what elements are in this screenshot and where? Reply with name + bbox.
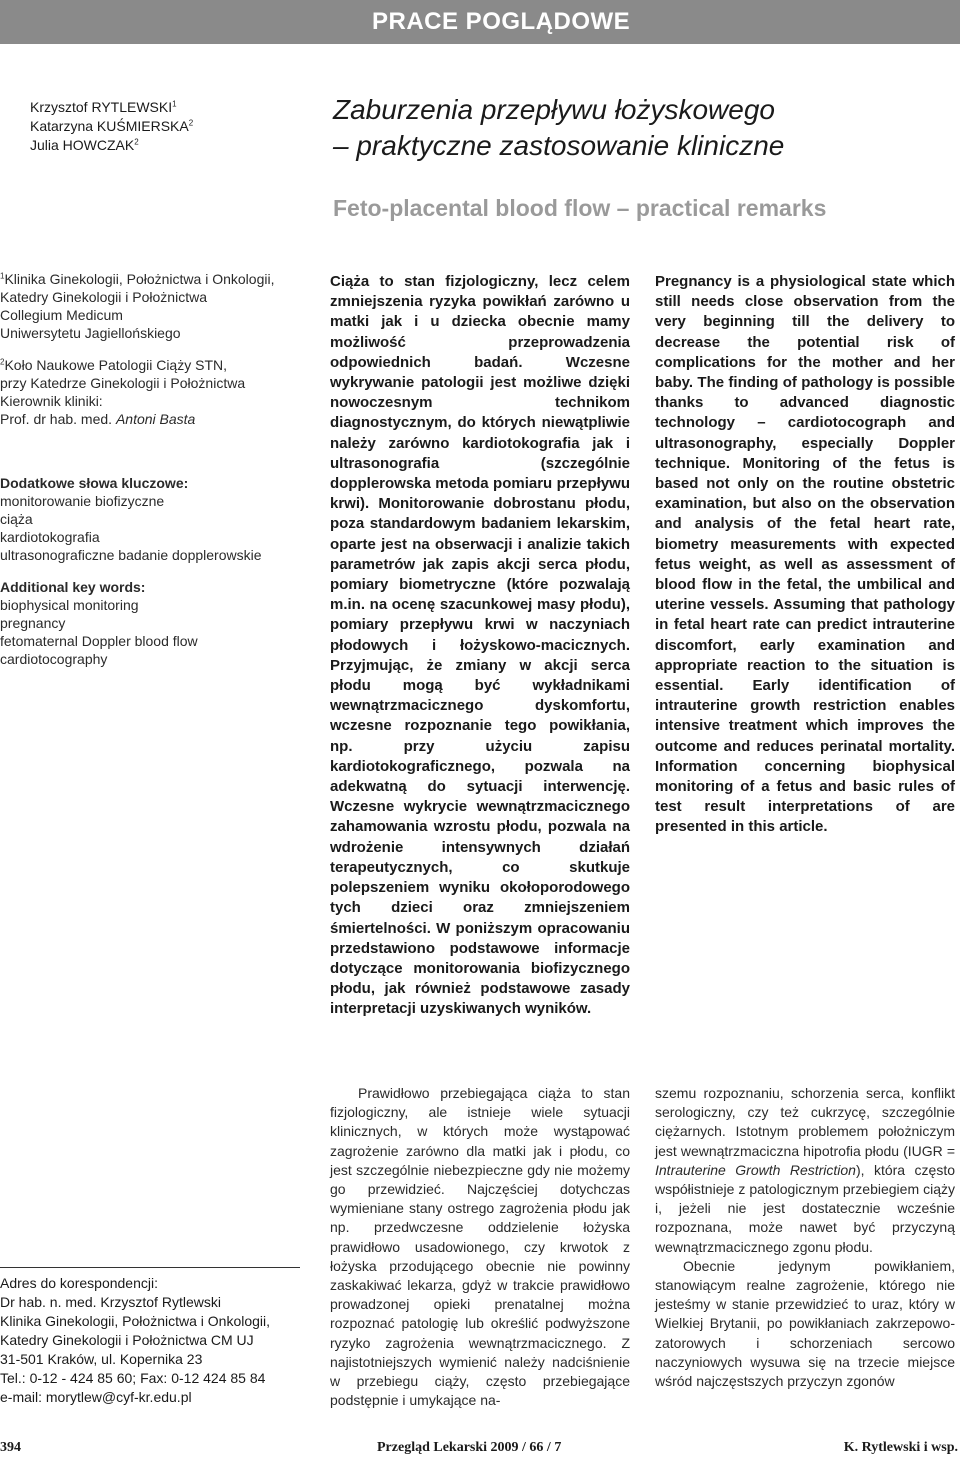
title-line-1: Zaburzenia przepływu łożyskowego	[333, 94, 775, 125]
english-title: Feto-placental blood flow – practical remarks	[333, 195, 827, 221]
author-3: Julia HOWCZAK$^2$	[30, 137, 139, 153]
abstract-english: Pregnancy is a physiological state which still needs close observation from the very beginning till the delivery to decrease the potential risk of complications for the mother and her baby. The finding of pathology is possible thanks to advanced diagnostic technology – cardiotocograph and ultrasonography, especially Doppler technique. Monitoring of the fetus is based not only on the routine obstetric examination, but also on the observation and analysis of the fetal heart rate, biometry measurements with expected fetus weight, as well as assessment of blood flow in the fetal, the umbilical and uterine vessels. Assuming that pathology in fetal heart rate can predict intrauterine discomfort, early examination and appropriate reaction to the situation is essential. Early identification of intrauterine growth restriction enables intensive treatment which improves the outcome and reduces perinatal mortality. Information concerning biophysical monitoring of a fetus and basic rules of test result interpretations of are presented in this article.	[655, 273, 955, 836]
body-paragraph: Obecnie jedynym powikłaniem, stanowiącym realne zagrożenie, którego nie jesteśmy w stanie przewidzieć to uraz, który w Wielkiej Brytanii, po powikłaniach zakrzepowo-zatorowych i schorzeniach sercowo naczyniowych wysuwa się na trzecie miejsce wśród najczęstszych przyczyn zgonów	[655, 1257, 955, 1390]
body-paragraph: Prawidłowo przebiegająca ciąża to stan fizjologiczny, ale istnieje wiele sytuacji klinicznych, w których może wystąpować zagrożenie zarówno dla matki jak i płodu, co jest szczególnie niebezpieczne gdy nie możemy go przewidzieć. Najczęściej dotychczas wymieniane stany ostrego zagrożenia płodu jak np. przedwczesne oddzielenie łożyska prawidłowo usadowionego, czy krwotok z łożyska przodującego obecnie nie powinny zaskakiwać lekarza, gdyż w trakcie prawidłowo prowadzonej opieki prenatalnej można rozpoznać patologię lub określić podwyższone ryzyko zagrożenia wewnątrzmacicznego. Z najistotniejszych wymienić należy nadciśnienie w przebiegu ciąży, często przebiegające podstępnie i umykające na-	[330, 1085, 630, 1409]
keywords	[0, 474, 320, 682]
keyword-item: cardiotocography	[0, 651, 108, 667]
keyword-item: monitorowanie biofizyczne	[0, 493, 165, 509]
affiliation-2: $^2$Koło Naukowe Patologii Ciąży STN, przy Katedrze Ginekologii i Położnictwa Kierownik kliniki: Prof. dr hab. med. Antoni Basta	[0, 357, 246, 427]
affiliation-1: $^1$Klinika Ginekologii, Położnictwa i Onkologii, Katedry Ginekologii i Położnictwa Collegium Medicum Uniwersytetu Jagiellońskiego	[0, 271, 275, 341]
keywords-polish-heading: Dodatkowe słowa kluczowe:	[0, 475, 189, 491]
running-head: K. Rytlewski i wsp.	[843, 1440, 958, 1455]
section-banner-label: PRACE POGLĄDOWE	[372, 8, 631, 35]
keywords-polish	[0, 474, 320, 564]
correspondence-line: Dr hab. n. med. Krzysztof Rytlewski	[0, 1294, 221, 1310]
correspondence-line: 31-501 Kraków, ul. Kopernika 23	[0, 1351, 203, 1367]
department-head: Prof. dr hab. med. Antoni Basta	[0, 411, 196, 427]
body-column-2	[330, 1084, 630, 1410]
keyword-item: ciąża	[0, 511, 33, 527]
body-column-3	[655, 1084, 955, 1391]
keywords-english-heading: Additional key words:	[0, 579, 146, 595]
keyword-item: kardiotokografia	[0, 529, 100, 545]
keyword-item: biophysical monitoring	[0, 597, 139, 613]
body-paragraph: szemu rozpoznaniu, schorzenia serca, konflikt serologiczny, czy też cukrzycę, szczególnie ciężarnych. Istotnym problemem położniczym jest wewnątrzmaciczna hipotrofia płodu (IUGR = Intrauterine Growth Restriction), która często współistnieje z patologicznym przebiegiem ciąży i, jeżeli nie jest dostatecznie wcześnie rozpoznana, może nawet być przyczyną wewnątrzmacicznego zgonu płodu.	[655, 1085, 955, 1255]
correspondence-line: Katedry Ginekologii i Położnictwa CM UJ	[0, 1332, 254, 1348]
keyword-item: ultrasonograficzne badanie dopplerowskie	[0, 547, 262, 563]
correspondence-line: Klinika Ginekologii, Położnictwa i Onkologii,	[0, 1313, 271, 1329]
article-title	[333, 92, 784, 164]
correspondence-email: e-mail: morytlew@cyf-kr.edu.pl	[0, 1389, 192, 1405]
author-list	[30, 98, 193, 155]
keyword-item: fetomaternal Doppler blood flow	[0, 633, 198, 649]
correspondence-address	[0, 1267, 300, 1407]
page-footer	[0, 1440, 960, 1460]
correspondence-line: Tel.: 0-12 - 424 85 60; Fax: 0-12 424 85 84	[0, 1370, 266, 1386]
section-banner	[0, 0, 960, 44]
correspondence-line: Adres do korespondencji:	[0, 1275, 158, 1291]
author-2: Katarzyna KUŚMIERSKA$^2$	[30, 118, 194, 134]
journal-reference: Przegląd Lekarski 2009 / 66 / 7	[377, 1440, 562, 1455]
abstract-polish: Ciąża to stan fizjologiczny, lecz celem zmniejszenia ryzyka powikłań zarówno u matki jak i u dziecka obecnie mamy możliwość przeprowadzenia odpowiednich badań. Wczesne wykrywanie patologii jest możliwe dzięki nowoczesnym technikom diagnostycznym, do których niewątpliwie należy zarówno kardiotokografia jak i ultrasonografia (szczególnie dopplerowska metoda pomiaru przepływu krwi). Monitorowanie dobrostanu płodu, poza standardowym badaniem lekarskim, oparte jest na obserwacji i analizie takich parametrów jak zapis akcji serca płodu, pomiary biometryczne (które pozwalają m.in. na ocenę szacunkowej masy płodu), pomiary przepływu krwi w naczyniach płodowych i łożyskowo-macicznych. Przyjmując, że zmiany w akcji serca płodu mogą być wykładnikami wewnątrzmacicznego dyskomfortu, wczesne rozpoznanie tego powikłania, np. przy użyciu zapisu kardiotokograficznego, pozwala na adekwatną do sytuacji interwencję. Wczesne wykrycie wewnątrzmacicznego zahamowania wzrostu płodu, pozwala na wdrożenie intensywnych działań terapeutycznych, co skutkuje polepszeniem wyniku okołoporodowego tych dzieci oraz zmniejszeniem śmiertelności. W poniższym opracowaniu przedstawiono podstawowe informacje dotyczące monitorowania biofizycznego płodu, jak również podstawowe zasady interpretacji uzyskiwanych wyników.	[330, 273, 630, 1018]
author-1: Krzysztof RYTLEWSKI$^1$	[30, 99, 177, 115]
page-number: 394	[0, 1440, 21, 1455]
keyword-item: pregnancy	[0, 615, 66, 631]
keywords-english	[0, 578, 320, 668]
title-line-2: – praktyczne zastosowanie kliniczne	[333, 130, 785, 161]
affiliations	[0, 270, 320, 442]
